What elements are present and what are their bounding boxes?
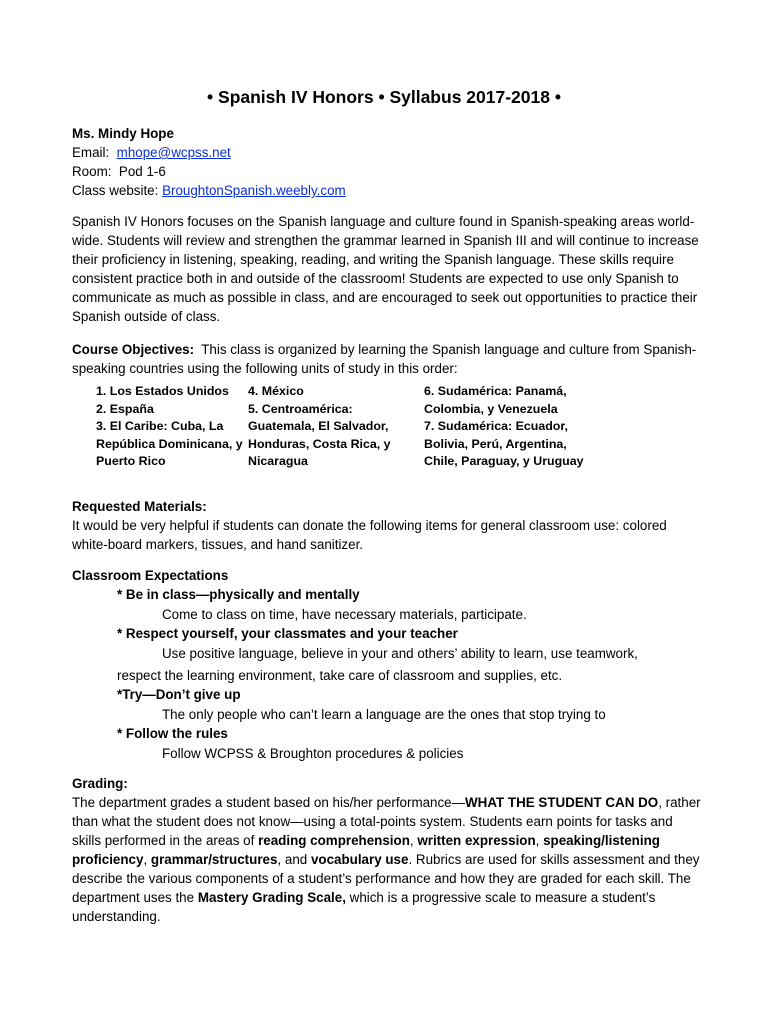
grading-section <box>72 774 702 926</box>
expectation-rule: * Be in class—physically and mentally <box>117 587 360 603</box>
contact-block <box>72 124 702 200</box>
expectations-section <box>72 566 702 763</box>
materials-heading: Requested Materials: <box>72 499 207 514</box>
website-line: Class website: BroughtonSpanish.weebly.com <box>72 183 346 198</box>
materials-text: It would be very helpful if students can donate the following items for general classroom use: colored white-board markers, tissues, and hand sanitizer. <box>72 518 667 552</box>
expectations-heading: Classroom Expectations <box>72 568 229 583</box>
unit-item: 1. Los Estados Unidos <box>96 384 229 398</box>
grading-heading: Grading: <box>72 776 128 791</box>
objectives-heading: Course Objectives: <box>72 342 195 357</box>
unit-item: 7. Sudamérica: Ecuador, Bolivia, Perú, Argentina, Chile, Paraguay, y Uruguay <box>424 419 584 469</box>
expectation-detail: respect the learning environment, take care of classroom and supplies, etc. <box>117 668 563 684</box>
email-line: Email: mhope@wcpss.net <box>72 145 231 160</box>
units-column-2 <box>248 383 398 471</box>
expectation-detail: Come to class on time, have necessary materials, participate. <box>162 606 527 622</box>
teacher-name: Ms. Mindy Hope <box>72 126 174 141</box>
page-title: • Spanish IV Honors • Syllabus 2017-2018 • <box>207 87 561 107</box>
expectation-detail: Follow WCPSS & Broughton procedures & policies <box>162 745 464 761</box>
unit-item: 4. México <box>248 384 304 398</box>
expectation-rule: * Follow the rules <box>117 726 228 742</box>
units-column-1 <box>96 383 246 471</box>
intro-paragraph: Spanish IV Honors focuses on the Spanish language and culture found in Spanish-speaking areas world-wide. Students will review and strengthen the grammar learned in Spanish III and will continue to increase their proficiency in listening, speaking, reading, and writing the Spanish language. These skills require consistent practice both in and outside of the classroom! Students are expected to use only Spanish to communicate as much as possible in class, and are encouraged to seek out opportunities to practice their Spanish outside of class. <box>72 214 699 324</box>
expectation-detail: Use positive language, believe in your and others’ ability to learn, use teamwork, <box>162 645 638 661</box>
units-column-3 <box>424 383 594 471</box>
room-line: Room: Pod 1-6 <box>72 164 166 179</box>
unit-item: 6. Sudamérica: Panamá, Colombia, y Venezuela <box>424 384 567 416</box>
website-link[interactable]: BroughtonSpanish.weebly.com <box>162 183 346 198</box>
objectives-text: This class is organized by learning the Spanish language and culture from Spanish-speaking countries using the following units of study in this order: <box>72 342 697 376</box>
materials-section <box>72 497 702 554</box>
unit-item: 5. Centroamérica: Guatemala, El Salvador, Honduras, Costa Rica, y Nicaragua <box>248 401 391 469</box>
email-link[interactable]: mhope@wcpss.net <box>116 145 231 160</box>
unit-item: 3. El Caribe: Cuba, La República Dominicana, y Puerto Rico <box>96 419 243 469</box>
expectation-rule: *Try—Don’t give up <box>117 687 241 703</box>
unit-item: 2. España <box>96 401 154 416</box>
expectation-detail: The only people who can’t learn a language are the ones that stop trying to <box>162 706 606 722</box>
objectives-section <box>72 340 702 378</box>
grading-text: The department grades a student based on his/her performance—WHAT THE STUDENT CAN DO, rather than what the student does not know—using a total-points system. Students earn points for tasks and skills performed in the areas of reading comprehension, written expression, speaking/listening proficiency, grammar/structures, and vocabulary use. Rubrics are used for skills assessment and they describe the various components of a student’s performance and how they are graded for each skill. The department uses the Mastery Grading Scale, which is a progressive scale to measure a student’s understanding. <box>72 795 701 924</box>
expectation-rule: * Respect yourself, your classmates and your teacher <box>117 626 458 642</box>
